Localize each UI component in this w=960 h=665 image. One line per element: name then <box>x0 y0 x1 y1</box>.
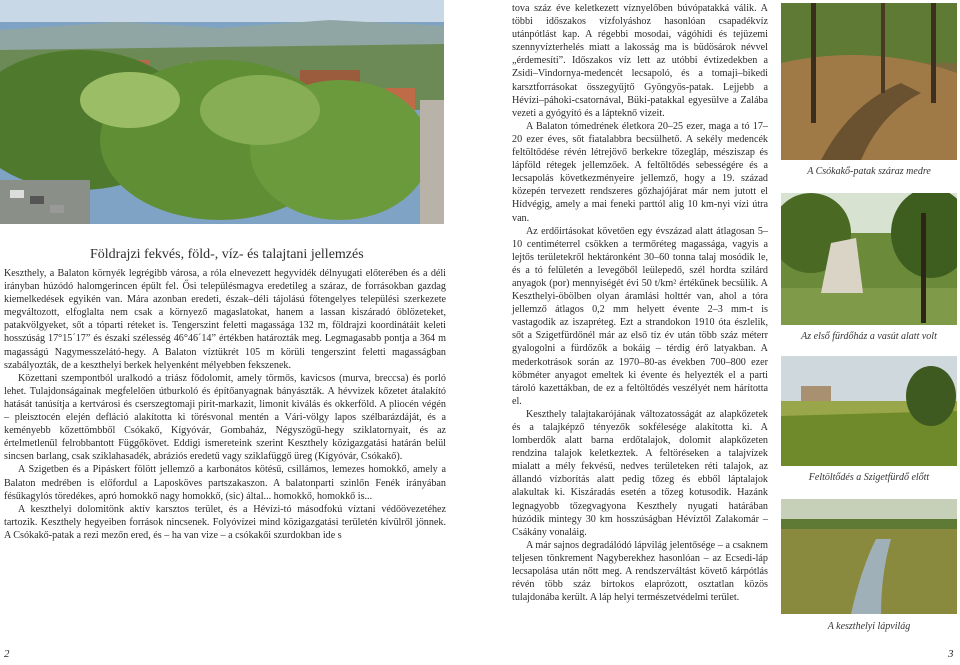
paragraph: Keszthely talajtakarójának változatosságát az alapkőzetek és a talajképző tényezők sokfélesége alakította ki. A lomberdők alatt barna erdőtalajok, dolomit alapkőzeten rendzina talajok keletkeztek. A feltöréseken a talajvízek mialatt a mély fekvésű, nedves területeken réti talajok, az állandó vízborítás alatt pedig tőzeg és ebből láptalajok alakultak ki. Kiszáradás esetén a tőzeg kotusodik. Hazánk legnagyobb tőzegvagyona Keszthely nyugati határában húzódik mintegy 30 km hosszúságban Hévíztől Zalakomár – Csákány vonaláig. <box>512 408 768 538</box>
right-text-column <box>512 2 768 604</box>
paragraph: Keszthely, a Balaton környék legrégibb városa, a róla elnevezett hegyvidék délnyugati előterében és a déli irányban húzódó halomgerincen épült fel. Ősi településmagva eredetileg a száraz, de forrásokban gazdag kiemelkedések egyikén van. Mára azonban eredeti, észak–déli tájolású főtengelyes települési szerkezete megváltozott, elfoglalta nem csak a környező magaslatokat, hanem a lassan kiszáradó öblözeteket, patakvölgyeket, sőt a tóparti réteket is. Tengerszint feletti magassága 132 m, földrajzi koordinátáit keleti hosszúság 17°15´17” és északi szélesség 46°46´14” értékben határozták meg. Legmagasabb pontja a 364 m magasságú Nagymesszelátó-hegy. A Balaton víztükrét 105 m körüli tengerszint feletti magasságban szabályozták, de a keszthelyi berkek helyenként mélyebben fekszenek. <box>4 268 446 371</box>
photo-caption-2: Az első fürdőház a vasút alatt volt <box>801 331 937 342</box>
paragraph: A keszthelyi dolomitönk aktív karsztos terület, és a Hévízi-tó másodfokú víztani védőövezetéhez tartozik. Keszthely hegyeiben források nincsenek. Folyóvízei mind közigazgatási területén kívülről jönnek. A Csókakő-patak a rezi mezőn ered, és – ha van vize – a csókakői szurdokban ide s <box>4 503 446 541</box>
city-view-photo <box>0 0 444 224</box>
paragraph: A Balaton tómedrének életkora 20–25 ezer, maga a tó 17–20 ezer éves, sőt fiatalabbra becsülhető. A sekély medencék feltöltődése révén létrejövő berkekre tőzegláp, mésziszap és lápföld rétegek jellemzőek. A feltöltődés sebességére és a lecsapolás következményeire jellemző, hogy a 19. század közepén tervezett rendszeres gőzhajójárat már nem jutott el Hídvégig, amely a mai feneki parttól alig 10 km-nyi vízi útra van. <box>512 120 768 224</box>
sediment-photo <box>781 356 957 466</box>
paragraph: A Szigetben és a Pipáskert fölött jellemző a karbonátos kötésű, csillámos, lemezes homokkő, amely a Balaton medrében is előfordul a Laposköves partszakaszon. A balatonparti szinlőn Fenék irányában fésűkagylós töredékes, apró homokkő nagy homokkő, (sic) által... homokkő, homokkő is... <box>4 464 446 502</box>
photo-caption-1: A Csókakő-patak száraz medre <box>807 166 931 177</box>
page-number-right: 3 <box>948 648 954 660</box>
photo-caption-4: A keszthelyi lápvilág <box>827 621 911 632</box>
marshland-photo <box>781 499 957 614</box>
paragraph: A már sajnos degradálódó lápvilág jelentősége – a csaknem teljesen tönkrement Nagyberekhez hasonlóan – az Ecsedi-láp lecsapolása után nőtt meg. A rendszerváltást követő kárpótlás révén több száz birtokos elaprózott, osztatlan közös tulajdonába került. A láp helyi természetvédelmi terület. <box>512 539 768 604</box>
paragraph: tova száz éve keletkezett víznyelőben búvópatakká válik. A többi időszakos vízfolyáshoz hasonlóan csapadékvíz utánpótlást kap. A régebbi mosodai, vágóhídi és tejüzemi szennyvízterhelés miatt a lakosság ma is büdösárok névvel „érdemesíti”. Időszakos víz lett az utóbbi évtizedekben a Zsidi–Vindornya-medencét lecsapoló, és a tomaji–bikedi karsztforrásokat összegyűjtő Gyöngyös-patak. Lejjebb a Hévízi–páhoki-csatornával, Büki-patakkal egyesülve a Zalába vezeti a gyógyító és a lápteknő vizeit. <box>512 3 768 119</box>
dry-creek-photo <box>781 3 957 160</box>
paragraph: Az erdőirtásokat követően egy évszázad alatt átlagosan 5–10 centiméterrel csökken a termőréteg magassága, vagyis a lejtős területekről hektáronként 30–60 tonna talaj mosódik le, és a tó felületén a levegőből leülepedő, szél hordta szilárd anyagok (por) mennyiségét évi 50 t/km² értékűnek becsülik. A Keszthelyi-öbölben olyan áramlási holttér van, ahol a tóra jellemző átlagos 0,2 mm helyett évente 2–3 mm-t is vastagodik az iszapréteg. Ezt a strandokon 1910 óta észlelik, sőt a Szigetfürdőnél már az első tíz év után több száz méterr gyalogolni a fürdőzők a bokáig – térdig érő latyakban. A mederkotrások során az 1970–80-as években 700–800 ezer köbméter anyagot emeltek ki évente és helyezték el a parti tároló kazettákban, de ez a feltöltődés veszélyét nem hárította el. <box>512 225 768 407</box>
paragraph: Közettani szempontból uralkodó a triász fődolomit, amely törmős, kavicsos (murva, breccsa) és porló lehet. Tulajdonságainak megfelelően útburkoló és építőanyagnak bányászták. A hévvizek kőzetet átalakító hatását tanúsítja a kertvárosi és cserszegtomaji pirit-markazit, limonit kiválás és okkerföld. A pliocén végén – pleisztocén elején defláció alakította ki törésvonal mentén a Vári-völgy lapos szélbarázdáját, és a keményebb kőzettömbből Csókakő, Kígyóvár, Gombaház, Négyszögű-hegy sziklatornyait, és az értelmetlenül felrobbantott Függőkövet. Eddigi ismereteink szerint Keszthely közigazgatási határán belül sincsen barlang, csak sziklahasadék, abráziós eredetű vagy sziklafüggő üreg (Kígyóvár, Csókakő). <box>4 372 446 463</box>
section-heading: Földrajzi fekvés, föld-, víz- és talajtani jellemzés <box>90 247 364 262</box>
first-bathhouse-photo <box>781 193 957 325</box>
photo-caption-3: Feltöltődés a Szigetfürdő előtt <box>808 472 930 483</box>
page-number-left: 2 <box>4 648 10 660</box>
left-text-column <box>4 267 446 542</box>
